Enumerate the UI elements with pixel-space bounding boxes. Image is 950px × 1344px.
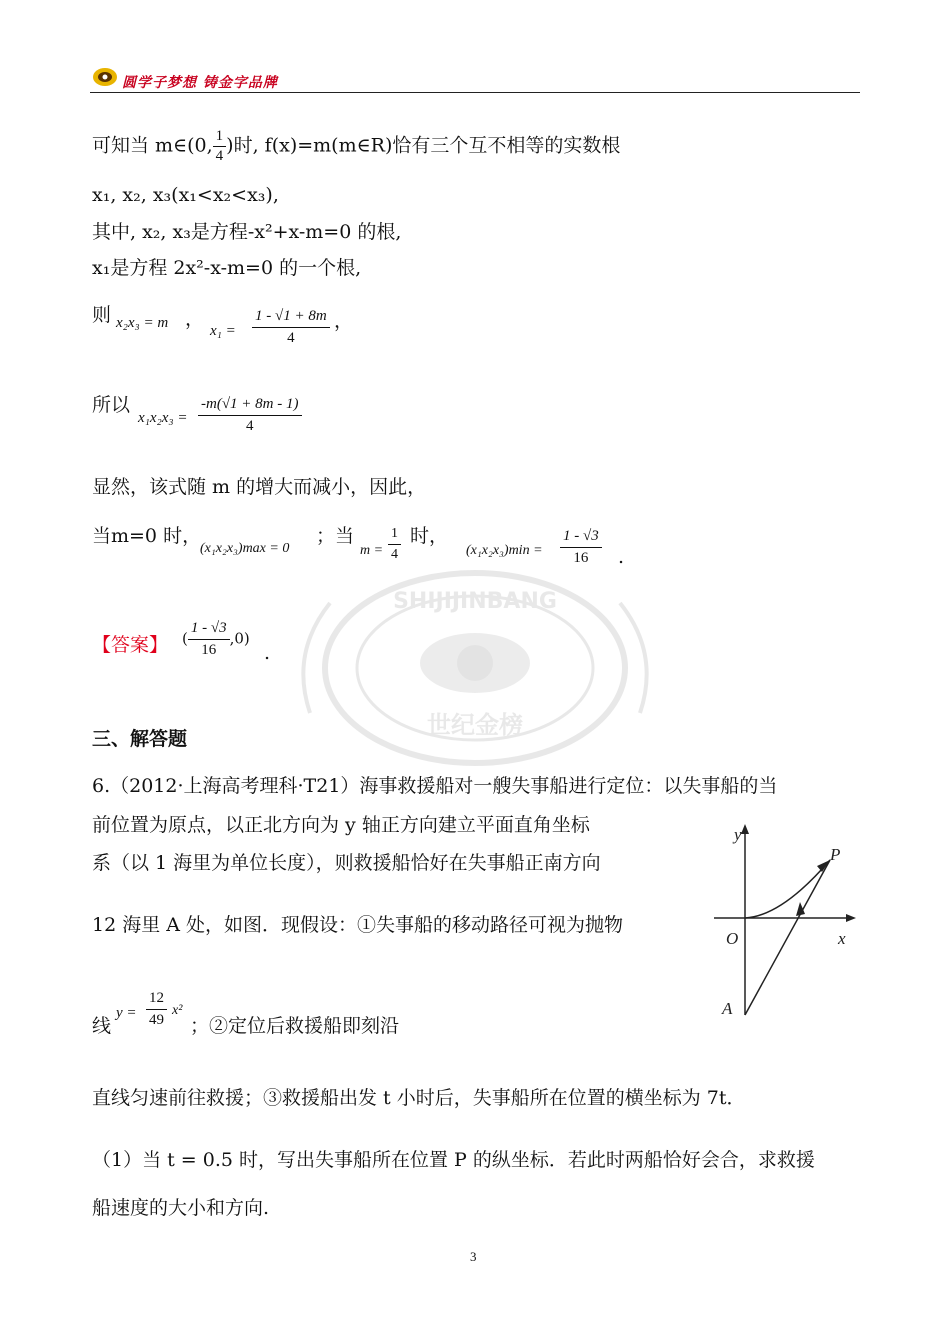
when-text: 时，	[410, 525, 449, 547]
page-header	[92, 66, 278, 92]
p-label: P	[830, 845, 841, 864]
solution-line-5: 则	[92, 304, 112, 326]
fraction-product: $\frac{-m(√1 + 8m - 1)}{4}$	[198, 396, 302, 435]
formula-product: x₁x₂x₃ =	[138, 410, 188, 426]
a-label: A	[722, 999, 733, 1018]
problem-line-4: 12 海里 A 处，如图．现假设：①失事船的移动路径可视为抛物	[92, 914, 624, 936]
problem-line-2: 前位置为原点，以正北方向为 y 轴正方向建立平面直角坐标	[92, 814, 590, 836]
header-brand-text: 圆学子梦想 铸金字品牌	[122, 75, 278, 91]
formula-x1: x₁ =	[210, 323, 236, 339]
solution-line-3: 其中, x₂, x₃是方程-x²+x-m=0 的根,	[92, 221, 402, 243]
section-title: 三、解答题	[92, 728, 188, 750]
formula-max: (x₁x₂x₃)max = 0	[200, 541, 290, 556]
solution-line-4: x₁是方程 2x²-x-m=0 的一个根,	[92, 257, 362, 279]
rescue-path	[745, 860, 830, 1015]
solution-line-6: 所以	[92, 394, 131, 416]
formula-x2: x²	[172, 1003, 183, 1018]
problem-line-3: 系（以 1 海里为单位长度），则救援船恰好在失事船正南方向	[92, 852, 601, 874]
parabola-arrow	[817, 860, 830, 872]
answer-value: ( $\frac{1 - √3}{16}$ ,0)	[182, 620, 250, 658]
formula-min: (x₁x₂x₃)min =	[466, 543, 543, 558]
fraction-12-49: $\frac{12}{49}$	[146, 990, 167, 1029]
problem-line-5b: ；②定位后救援船即刻沿	[190, 1015, 400, 1037]
x-axis-arrow	[846, 914, 856, 922]
formula-m: m =	[360, 543, 384, 558]
fraction-x1: $\frac{1 - √1 + 8m}{4}$	[252, 308, 330, 347]
origin-label: O	[726, 929, 739, 948]
y-label: y	[734, 825, 742, 844]
solution-line-1: 可知当 m∈(0, $\frac{1}{4}$ )时, f(x)=m(m∈R)恰有三个互不相等的实数根	[92, 128, 621, 164]
fraction-quarter: $\frac{1}{4}$	[213, 129, 227, 164]
formula-y: y =	[116, 1005, 137, 1021]
solution-line-7: 显然，该式随 m 的增大而减小，因此，	[92, 476, 427, 498]
coordinate-figure	[712, 820, 862, 1024]
problem-line-7: （1）当 t = 0.5 时，写出失事船所在位置 P 的纵坐标．若此时两船恰好会合，求救援	[92, 1149, 815, 1171]
parabola-path	[745, 860, 830, 918]
solution-line-8: 当m=0 时，	[92, 525, 202, 547]
answer-label: 【答案】	[92, 634, 169, 656]
problem-line-6: 直线匀速前往救援；③救援船出发 t 小时后，失事船所在位置的横坐标为 7t．	[92, 1087, 746, 1109]
semicolon-when: ；当	[316, 525, 355, 547]
fraction-min: $\frac{1 - √3}{16}$	[560, 528, 602, 567]
comma: ，	[185, 308, 205, 330]
comma-end: ，	[334, 310, 354, 332]
x-label: x	[838, 929, 846, 948]
problem-line-1: 6.（2012·上海高考理科·T21）海事救援船对一艘失事船进行定位：以失事船的当	[92, 775, 778, 797]
answer-period: .	[264, 642, 271, 664]
header-divider	[90, 92, 860, 93]
fraction-m: $\frac{1}{4}$	[388, 526, 401, 563]
period: .	[618, 546, 625, 568]
watermark	[270, 563, 680, 777]
svg-text:SHIJIJINBANG: SHIJIJINBANG	[393, 589, 557, 614]
page-number: 3	[470, 1249, 477, 1264]
svg-text:世纪金榜: 世纪金榜	[427, 711, 523, 739]
problem-line-8: 船速度的大小和方向.	[92, 1197, 270, 1219]
problem-line-5a: 线	[92, 1015, 112, 1037]
formula-x2x3: x₂x₃ = m	[116, 315, 169, 331]
solution-line-2: x₁, x₂, x₃(x₁<x₂<x₃),	[92, 184, 279, 206]
logo-icon	[92, 66, 118, 88]
y-axis-arrow	[741, 824, 749, 834]
